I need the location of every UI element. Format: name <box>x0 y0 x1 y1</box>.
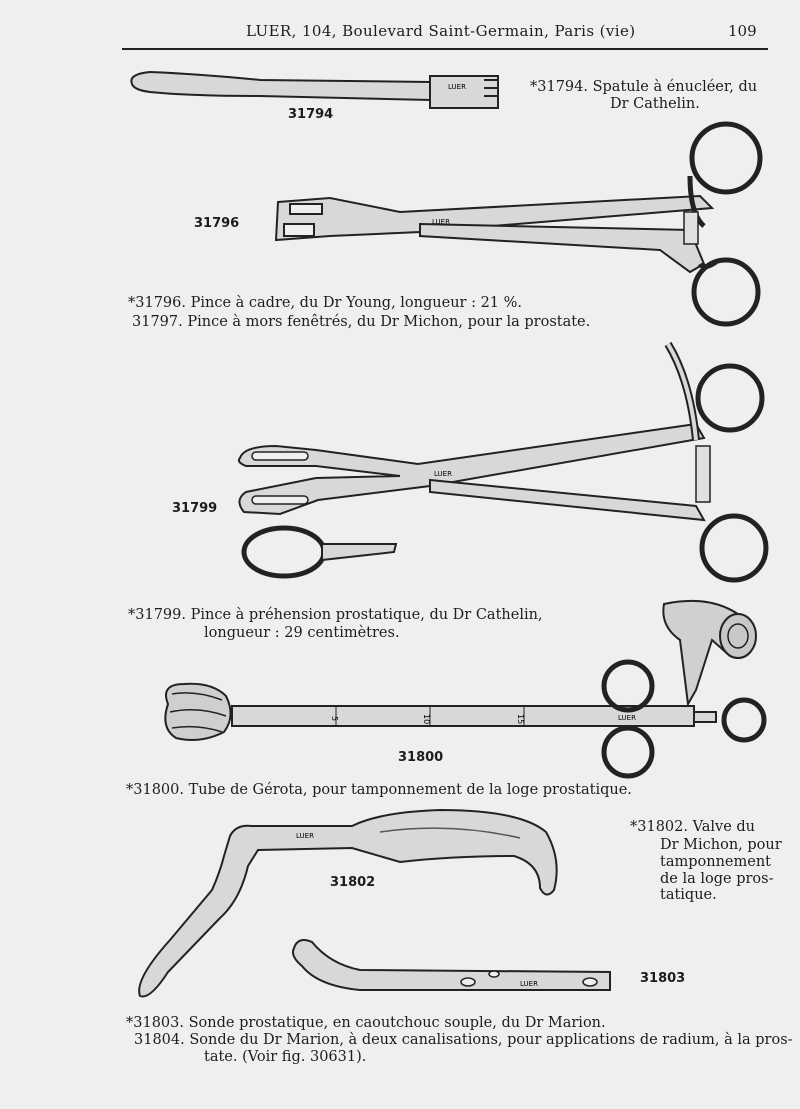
caption-31803: *31803. Sonde prostatique, en caoutchouc souple, du Dr Marion. <box>126 1015 606 1031</box>
caption-31802-line1: *31802. Valve du <box>630 819 756 835</box>
caption-31796: *31796. Pince à cadre, du Dr Young, longueur : 21 %. <box>128 295 523 311</box>
caption-31802-line3: tamponnement <box>660 854 771 870</box>
caption-31804-line1: 31804. Sonde du Dr Marion, à deux canalisations, pour applications de radium, à la pros- <box>134 1032 793 1048</box>
caption-31802-line4: de la loge pros- <box>660 871 774 887</box>
caption-31794-line2: Dr Cathelin. <box>610 96 700 112</box>
caption-31802-line5: tatique. <box>660 887 717 903</box>
figure-label-31794: 31794 <box>288 107 334 122</box>
scale-mark-10: 10 <box>422 714 431 725</box>
caption-31800: *31800. Tube de Gérota, pour tamponnement de la loge prostatique. <box>126 782 632 798</box>
scale-mark-15: 15 <box>516 714 525 725</box>
luer-mark-1: LUER <box>448 83 466 91</box>
caption-31797: 31797. Pince à mors fenêtrés, du Dr Michon, pour la prostate. <box>132 314 591 330</box>
caption-31794-line1: *31794. Spatule à énucléer, du <box>530 79 758 95</box>
figure-label-31796: 31796 <box>194 216 240 231</box>
figure-label-31802: 31802 <box>330 875 376 890</box>
luer-mark-5: LUER <box>296 832 314 840</box>
probe-illustration <box>293 940 610 990</box>
caption-31802-line2: Dr Michon, pour <box>660 837 782 853</box>
caption-31804-line2: tate. (Voir fig. 30631). <box>204 1049 367 1065</box>
page-number: 109 <box>728 22 757 40</box>
figure-label-31800: 31800 <box>398 750 444 765</box>
spatula-illustration <box>131 72 498 108</box>
luer-mark-2: LUER <box>432 218 450 226</box>
forceps-31799-illustration <box>239 344 766 580</box>
luer-mark-3: LUER <box>434 470 452 478</box>
luer-mark-6: LUER <box>520 980 538 988</box>
caption-31799-line2: longueur : 29 centimètres. <box>204 625 400 641</box>
caption-31799-line1: *31799. Pince à préhension prostatique, du Dr Cathelin, <box>128 607 543 623</box>
luer-mark-4: LUER <box>618 714 636 722</box>
scale-mark-5: 5 <box>330 716 339 722</box>
figure-label-31803: 31803 <box>640 971 686 986</box>
figure-label-31799: 31799 <box>172 501 218 516</box>
header-title: LUER, 104, Boulevard Saint-Germain, Paris (vie) <box>246 22 636 40</box>
